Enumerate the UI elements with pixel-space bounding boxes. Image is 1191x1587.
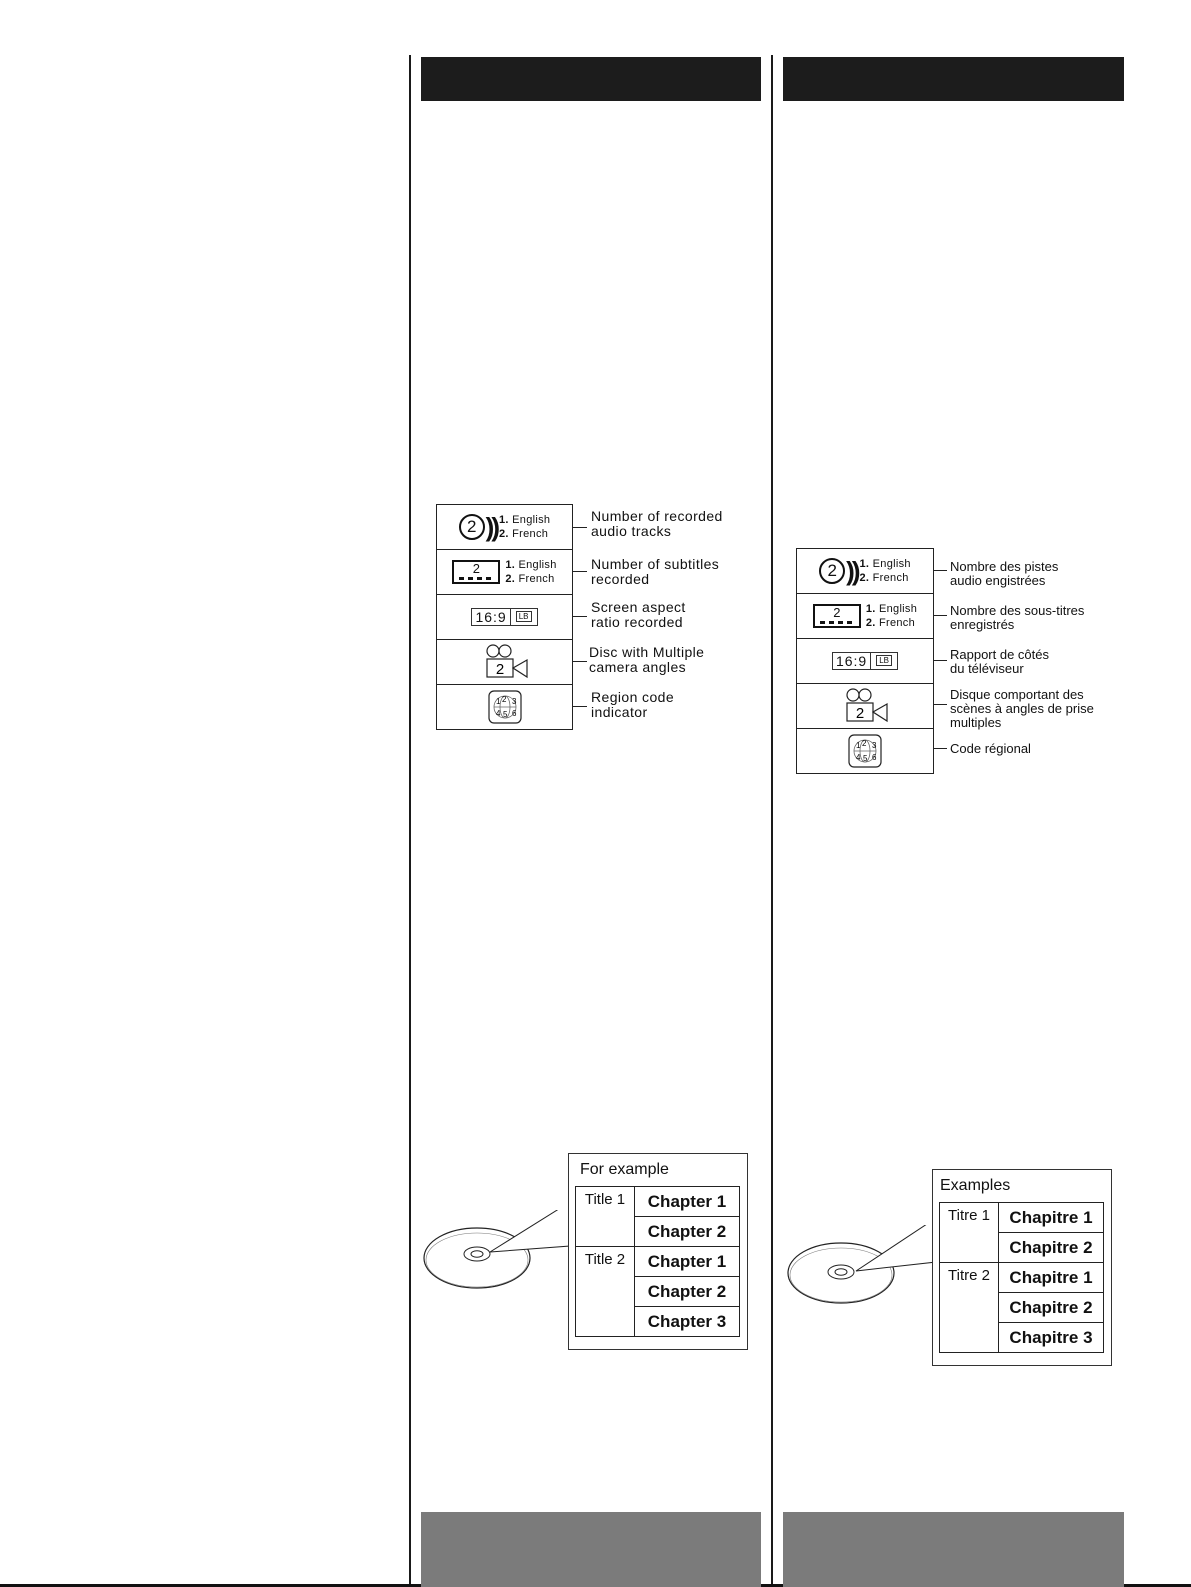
left-column-rule — [409, 55, 411, 1587]
svg-text:2: 2 — [495, 661, 504, 678]
center-column-rule — [771, 55, 773, 1587]
subtitles-icon-cell — [437, 550, 573, 595]
region-code-globe-icon — [848, 734, 882, 768]
chapter-cell: Chapitre 2 — [999, 1293, 1104, 1323]
svg-text:1: 1 — [495, 697, 500, 706]
svg-text:1: 1 — [856, 741, 861, 750]
title-chapter-grid — [939, 1202, 1104, 1353]
french-footer-bar — [783, 1512, 1124, 1587]
disc-illustration — [420, 1210, 580, 1290]
leader-line — [573, 571, 587, 572]
svg-text:3: 3 — [872, 741, 877, 750]
chapter-cell: Chapitre 3 — [999, 1323, 1104, 1353]
chapter-cell: Chapitre 1 — [999, 1203, 1104, 1233]
svg-text:6: 6 — [872, 753, 877, 762]
aspect-ratio-icon: 16:9 LB — [832, 652, 898, 670]
title-label: Titre 1 — [940, 1203, 999, 1263]
leader-line — [934, 748, 947, 749]
chapter-cell: Chapter 2 — [635, 1277, 740, 1307]
english-disc-structure-example — [568, 1153, 748, 1350]
leader-line — [934, 570, 947, 571]
camera-angle-icon-cell — [437, 640, 573, 685]
chapter-cell: Chapter 1 — [635, 1247, 740, 1277]
audio-tracks-icon: 2 )) — [819, 556, 857, 587]
svg-text:5: 5 — [863, 754, 868, 763]
svg-text:6: 6 — [511, 709, 516, 718]
title-label: Titre 2 — [940, 1263, 999, 1353]
aspect-ratio-description: Rapport de côtés du téléviseur — [950, 647, 1050, 676]
leader-line — [934, 704, 947, 705]
title-label: Title 2 — [576, 1247, 635, 1337]
svg-text:4: 4 — [495, 709, 500, 718]
chapter-cell: Chapter 2 — [635, 1217, 740, 1247]
region-code-description: Code régional — [950, 741, 1031, 756]
leader-line — [573, 527, 587, 528]
svg-text:2: 2 — [855, 705, 865, 722]
subtitles-icon: 2 — [452, 560, 500, 584]
english-footer-bar — [421, 1512, 761, 1587]
subtitle-language-list: 1. English 2. French — [505, 559, 557, 585]
svg-text:2: 2 — [501, 695, 506, 704]
leader-line — [573, 706, 587, 707]
english-disc-icon-table — [436, 504, 573, 730]
chapter-cell: Chapitre 2 — [999, 1233, 1104, 1263]
title-chapter-grid — [575, 1186, 740, 1337]
subtitles-description: Number of subtitles recorded — [591, 556, 720, 587]
audio-tracks-description: Number of recorded audio tracks — [591, 508, 723, 539]
svg-text:5: 5 — [502, 710, 507, 719]
example-heading: Examples — [940, 1177, 1011, 1194]
svg-text:3: 3 — [511, 697, 516, 706]
aspect-ratio-description: Screen aspect ratio recorded — [591, 599, 686, 630]
audio-tracks-icon-cell — [797, 549, 934, 594]
subtitle-language-list: 1. English 2. French — [865, 603, 918, 629]
leader-line — [573, 616, 587, 617]
region-code-icon-cell — [797, 729, 934, 774]
example-heading: For example — [580, 1161, 669, 1178]
title-label: Title 1 — [576, 1187, 635, 1247]
audio-language-list: 1. English 2. French — [499, 514, 551, 540]
aspect-ratio-icon-cell — [797, 639, 934, 684]
chapter-cell: Chapter 1 — [635, 1187, 740, 1217]
subtitles-icon: 2 — [813, 604, 861, 628]
audio-language-list: 1. English 2. French — [859, 558, 911, 584]
svg-text:4: 4 — [856, 753, 861, 762]
subtitles-icon-cell — [797, 594, 934, 639]
aspect-ratio-icon-cell — [437, 595, 573, 640]
camera-angle-icon — [835, 688, 895, 724]
camera-angle-description: Disc with Multiple camera angles — [589, 644, 705, 675]
region-code-globe-icon — [488, 690, 522, 724]
camera-angle-description: Disque comportant des scènes à angles de prise multiples — [950, 687, 1094, 730]
leader-line — [573, 661, 587, 662]
subtitles-description: Nombre des sous-titres enregistrés — [950, 603, 1085, 632]
svg-text:2: 2 — [862, 739, 867, 748]
french-disc-structure-example — [932, 1169, 1112, 1366]
leader-line — [934, 660, 947, 661]
audio-tracks-icon: 2 )) — [459, 512, 497, 543]
audio-tracks-description: Nombre des pistes audio engistrées — [950, 559, 1059, 588]
french-header-bar — [783, 57, 1124, 101]
english-header-bar — [421, 57, 761, 101]
region-code-description: Region code indicator — [591, 689, 675, 720]
disc-illustration — [784, 1225, 944, 1305]
chapter-cell: Chapitre 1 — [999, 1263, 1104, 1293]
camera-angle-icon-cell — [797, 684, 934, 729]
leader-line — [934, 615, 947, 616]
aspect-ratio-icon: 16:9 LB — [471, 608, 537, 626]
camera-angle-icon — [475, 644, 535, 680]
audio-tracks-icon-cell — [437, 505, 573, 550]
region-code-icon-cell — [437, 685, 573, 730]
french-disc-icon-table — [796, 548, 934, 774]
chapter-cell: Chapter 3 — [635, 1307, 740, 1337]
